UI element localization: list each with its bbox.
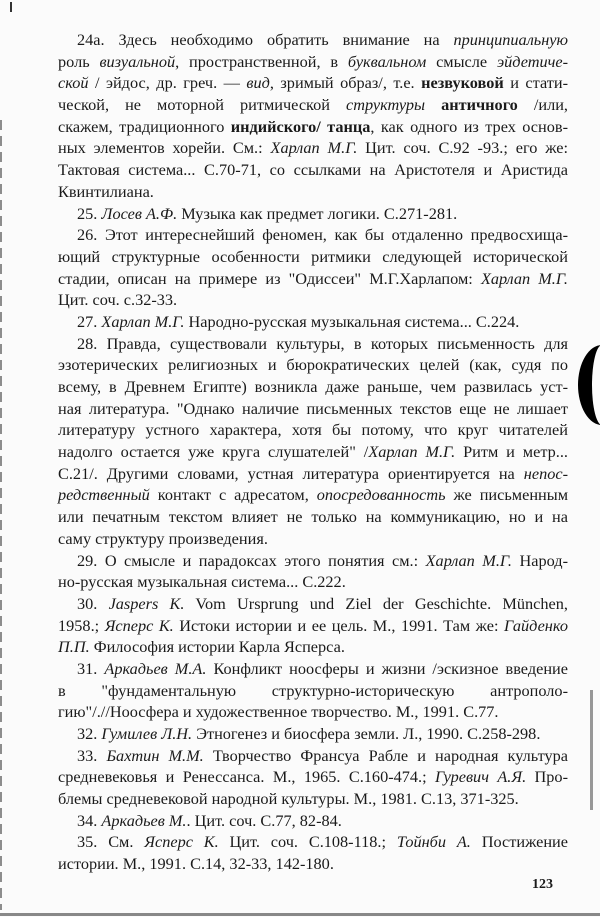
footnote-first-line <box>58 311 568 333</box>
text-segment: Истоки истории и ее цель. М., 1991. Там же: <box>173 615 504 635</box>
italic-text: Харлап М.Г. <box>270 138 358 158</box>
text-segment: смысле <box>426 51 497 71</box>
italic-text: Ясперс К. <box>104 615 174 635</box>
text-segment: , пространственной, в <box>175 51 348 71</box>
text-segment: 27. <box>77 311 102 331</box>
text-segment: всему, в Древнем Египте) возникла даже раньше, чем развилась уст- <box>58 377 568 396</box>
text-line <box>58 615 568 637</box>
footnote-first-line <box>58 224 568 246</box>
text-segment: 31. <box>77 658 105 678</box>
text-segment: 35. См. <box>77 832 145 852</box>
italic-text: опосредованность <box>316 485 446 505</box>
text-segment: саму структуру произведения. <box>58 528 268 548</box>
text-segment: 1958.; <box>58 615 105 635</box>
italic-text: П.П. <box>58 637 90 657</box>
italic-text: Харлап М.Г. <box>368 442 456 462</box>
text-line <box>58 701 568 723</box>
text-segment: Про- <box>526 767 568 787</box>
text-segment: 30. <box>77 593 109 613</box>
text-segment: Постижение <box>470 832 568 852</box>
text-line <box>58 788 568 810</box>
footnote-first-line <box>58 593 568 615</box>
text-segment: ных элементов хорейи. См.: <box>58 138 271 158</box>
text-segment: же письменным <box>445 485 568 505</box>
italic-text: Лосев А.Ф. <box>101 203 178 223</box>
italic-text: Тойнби А. <box>396 832 471 852</box>
text-segment: Этногенез и биосфера земли. Л., 1990. С.258-298. <box>192 724 541 743</box>
text-line <box>58 246 568 268</box>
footnote-first-line <box>58 333 568 355</box>
text-segment: Тактовая система... С.70-71, со ссылками на Аристотеля и Аристида <box>58 160 568 180</box>
text-segment: в "фундаментальную структурно-историческую антрополо- <box>58 680 568 700</box>
text-line <box>58 376 568 398</box>
text-segment: Цит. соч. С.108-118.; <box>218 832 397 852</box>
text-segment: 24а. Здесь необходимо обратить внимание на <box>77 30 454 49</box>
italic-text: Харлап М.Г. <box>480 268 568 288</box>
text-segment: литературу устного характера, хотя бы потому, что круг читателей <box>58 420 568 440</box>
text-segment: контакт с адресатом, <box>149 485 317 505</box>
text-segment: 33. <box>77 745 107 765</box>
text-line <box>58 137 568 159</box>
text-segment: ная литература. "Однако наличие письменных текстов еще не лишает <box>58 398 568 418</box>
italic-text: Аркадьев М.А. <box>104 658 207 678</box>
text-segment: /или, <box>517 95 568 115</box>
footnote-first-line <box>58 831 568 853</box>
text-segment: Народно-русская музыкальная система... С.224. <box>184 311 520 331</box>
text-segment: эзотерических религиозных и бюрократических целей (как, судя по <box>58 355 568 375</box>
italic-text: Харлап М.Г. <box>101 311 185 331</box>
italic-text: ской <box>58 73 89 93</box>
footnote-first-line <box>58 810 568 832</box>
italic-text: Гуревич А.Я. <box>435 767 527 787</box>
footnote-first-line <box>58 550 568 572</box>
scan-artifact-top <box>10 2 12 12</box>
italic-text: Jaspers K. <box>108 593 185 613</box>
text-segment: 32. <box>77 724 102 743</box>
text-line <box>58 506 568 528</box>
page-number: 123 <box>532 877 553 892</box>
text-segment: 29. О смысле и парадоксах этого понятия см.: <box>77 550 426 570</box>
text-line <box>58 51 568 73</box>
bold-text: античного <box>441 95 518 115</box>
italic-text: Ясперс К. <box>144 832 219 852</box>
italic-text: вид <box>246 73 270 93</box>
text-segment: надолго остается уже круга слушателей" / <box>58 442 369 462</box>
bold-text: индийского/ танца <box>230 116 371 136</box>
italic-text: Харлап М.Г. <box>425 550 513 570</box>
text-line <box>58 766 568 788</box>
text-line <box>58 680 568 702</box>
text-line <box>58 636 568 658</box>
text-line <box>58 354 568 376</box>
text-line <box>58 116 568 138</box>
italic-text: редственный <box>58 485 150 505</box>
footnote-first-line <box>58 745 568 767</box>
italic-text: Гумилев Л.Н. <box>101 724 193 743</box>
text-segment: 28. Правда, существовали культуры, в которых письменность для <box>77 333 568 353</box>
text-line <box>58 289 568 311</box>
italic-text: визуальной <box>99 51 176 71</box>
scan-artifact-left-edge <box>0 120 2 910</box>
text-segment: Квинтилиана. <box>58 181 154 201</box>
scan-artifact-crescent <box>578 345 600 425</box>
italic-text: эйдетиче- <box>496 51 569 71</box>
bold-text: незвуковой <box>421 73 504 93</box>
italic-text: непос- <box>523 463 568 483</box>
text-segment: Vom Ursprung und Ziel der Geschichte. München, <box>184 593 568 613</box>
text-segment: и стати- <box>503 73 569 93</box>
text-segment: Творчество Франсуа Рабле и народная культура <box>203 745 569 765</box>
text-segment: истории. М., 1991. С.14, 32-33, 142-180. <box>58 854 334 874</box>
footnote-first-line <box>58 29 568 51</box>
text-segment: блемы средневековой народной культуры. М., 1981. С.13, 371-325. <box>58 789 519 809</box>
italic-text: Гайденко <box>504 615 569 635</box>
text-segment: 34. <box>77 810 102 830</box>
text-segment: Философия истории Карла Ясперса. <box>89 637 345 657</box>
italic-text: Аркадьев М. <box>101 810 187 830</box>
scan-artifact-right-edge <box>590 690 593 810</box>
text-segment: средневековья и Ренессанса. М., 1965. С.160-474.; <box>58 767 436 787</box>
text-segment: Цит. соч. с.32-33. <box>58 290 178 310</box>
text-line <box>58 463 568 485</box>
text-line <box>58 268 568 290</box>
text-segment: , зримый образ/, т.е. <box>269 73 422 93</box>
scan-bottom-edge <box>0 913 600 916</box>
text-segment: . Цит. соч. С.77, 82-84. <box>186 810 342 830</box>
text-segment: Ритм и метр... <box>455 442 568 462</box>
footnote-first-line <box>58 203 568 225</box>
text-line <box>58 72 568 94</box>
text-segment: С.21/. Другими словами, устная литература ориентируется на <box>58 463 524 483</box>
text-segment: Цит. соч. С.92 -93.; его же: <box>357 138 568 158</box>
text-segment: роль <box>58 51 100 71</box>
text-segment: но-русская музыкальная система... С.222. <box>58 572 346 592</box>
text-line <box>58 571 568 593</box>
text-segment <box>425 95 441 114</box>
text-segment: Конфликт ноосферы и жизни /эскизное введение <box>206 658 568 678</box>
text-line <box>58 528 568 550</box>
text-line <box>58 181 568 203</box>
text-segment: скажем, традиционного <box>58 116 231 136</box>
italic-text: Бахтин М.М. <box>106 745 204 765</box>
text-line <box>58 853 568 875</box>
footnotes-text <box>58 29 568 875</box>
text-segment: 25. <box>77 203 102 223</box>
text-line <box>58 94 568 116</box>
text-line <box>58 398 568 420</box>
text-segment: 26. Этот интереснейший феномен, как бы отдаленно предвосхища- <box>77 225 568 245</box>
text-line <box>58 484 568 506</box>
text-segment: / эйдос, др. греч. — <box>88 73 247 93</box>
italic-text: буквальном <box>347 51 427 71</box>
text-segment: , как одного из трех основ- <box>370 116 568 136</box>
text-segment: Музыка как предмет логики. С.271-281. <box>177 203 458 223</box>
footnote-first-line <box>58 658 568 680</box>
text-line <box>58 441 568 463</box>
text-segment: Народ- <box>512 550 568 570</box>
footnote-first-line <box>58 723 568 745</box>
italic-text: структуры <box>346 95 426 115</box>
text-line <box>58 159 568 181</box>
text-segment: гию"/.//Ноосфера и художественное творчество. М., 1991. С.77. <box>58 702 499 722</box>
text-line <box>58 419 568 441</box>
text-segment: или печатным текстом влияет не только на коммуникацию, но и на <box>58 507 568 527</box>
italic-text: принципиальную <box>453 30 568 49</box>
text-segment: ющий структурные особенности ритмики следующей исторической <box>58 246 568 266</box>
text-segment: ческой, не моторной ритмической <box>58 95 346 115</box>
text-segment: стадии, описан на примере из "Одиссеи" М.Г.Харлапом: <box>58 268 481 288</box>
